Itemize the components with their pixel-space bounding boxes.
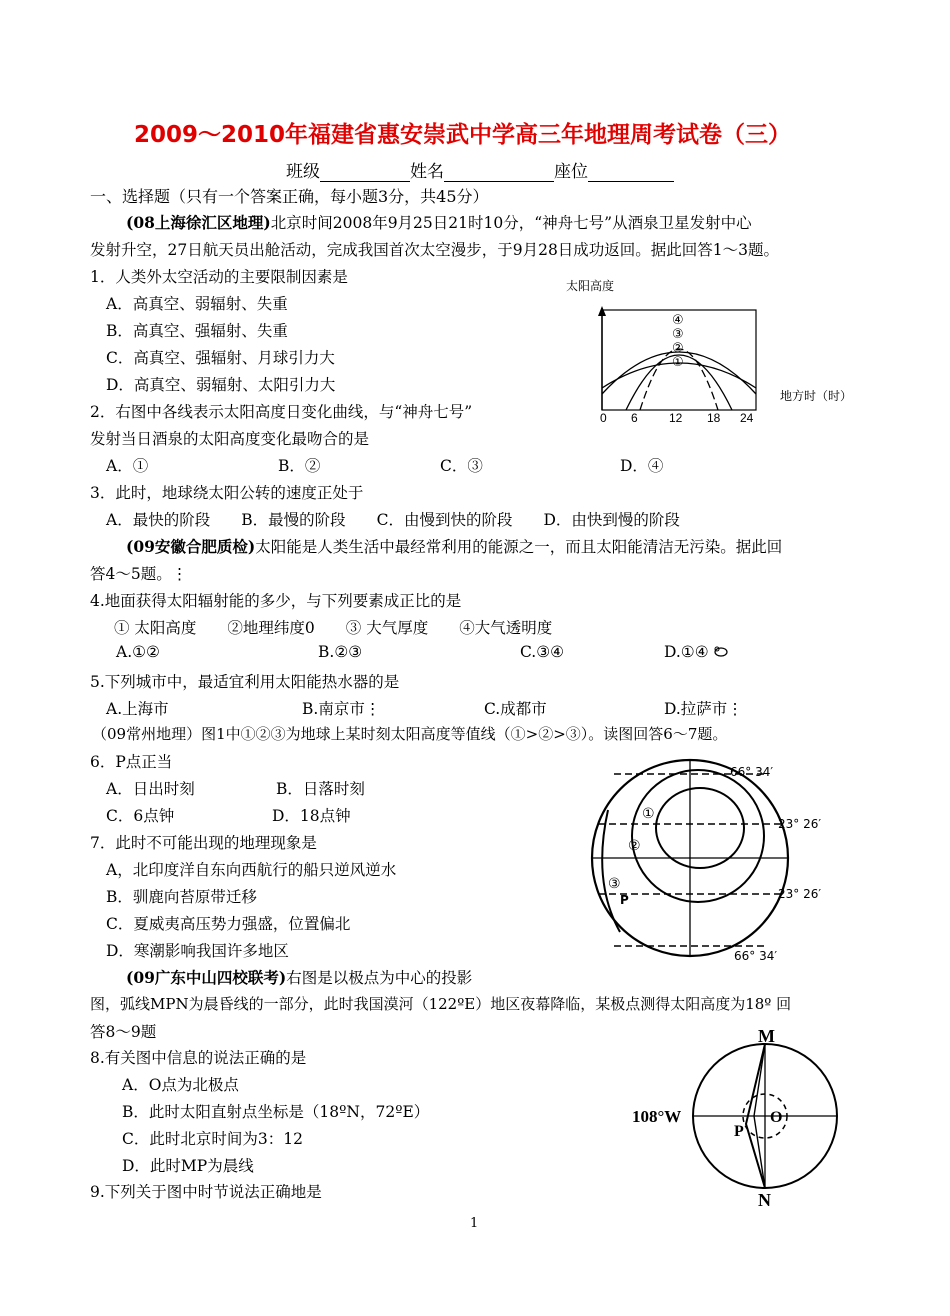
question-4-option-c: C.③④ (520, 643, 565, 661)
question-7-option-c: C．夏威夷高压势力强盛，位置偏北 (106, 915, 351, 933)
intro-text: 北京时间2008年9月25日21时10分，“神舟七号”从酒泉卫星发射中心 (270, 214, 752, 232)
intro-3: （09常州地理）图1中①②③为地球上某时刻太阳高度等值线（①>②>③）。读图回答6～7题。 (92, 725, 728, 743)
question-7-option-d: D．寒潮影响我国许多地区 (106, 942, 289, 960)
intro-1-line-2: 发射升空，27日航天员出舱活动，完成我国首次太空漫步，于9月28日成功返回。据此回答1～3题。 (90, 241, 780, 259)
class-blank (320, 163, 410, 182)
question-4-option-d (664, 643, 730, 661)
lat-label-s: 23° 26′ (778, 887, 822, 901)
lat-label-bottom: 66° 34′ (734, 949, 778, 963)
question-8-option-a: A．O点为北极点 (122, 1076, 239, 1094)
student-info-line (286, 157, 674, 182)
question-6-option-b: B．日落时刻 (276, 780, 365, 798)
label-p: P (734, 1123, 744, 1140)
question-2-option-b: B．② (278, 457, 321, 475)
contour-label-1: ① (642, 806, 655, 822)
page-number: 1 (470, 1216, 479, 1231)
question-8-option-c: C．此时北京时间为3：12 (122, 1130, 303, 1148)
question-2-option-d: D．④ (620, 457, 664, 475)
question-2-option-a: A．① (106, 457, 149, 475)
contour-label-3: ③ (608, 876, 621, 892)
curve-label-2: ② (672, 341, 684, 356)
question-5-option-d: D.拉萨市⋮ (664, 700, 743, 718)
label-108w: 108°W (632, 1107, 682, 1126)
tick-24: 24 (740, 411, 754, 425)
source-label: (09安徽合肥质检) (126, 537, 256, 556)
curve-label-1: ① (672, 355, 684, 370)
polar-projection-figure (630, 1024, 840, 1210)
question-3-stem: 3．此时，地球绕太阳公转的速度正处于 (90, 484, 364, 502)
lat-label-n: 23° 26′ (778, 817, 822, 831)
question-5-option-a: A.上海市 (106, 700, 169, 718)
question-6-option-c: C．6点钟 (106, 807, 175, 825)
intro-text: 右图是以极点为中心的投影 (286, 969, 473, 987)
question-5-option-b: B.南京市⋮ (302, 700, 381, 718)
page-title: 2009～2010年福建省惠安崇武中学高三年地理周考试卷（三） (134, 122, 792, 148)
question-8-option-d: D．此时MP为晨线 (122, 1157, 254, 1175)
x-axis-label: 地方时（时） (780, 389, 853, 403)
question-1-option-d: D．高真空、弱辐射、太阳引力大 (106, 376, 336, 394)
question-2-line-1: 2．右图中各线表示太阳高度日变化曲线，与“神舟七号” (90, 403, 473, 421)
question-6-stem: 6．P点正当 (90, 753, 173, 771)
mouse-glyph-icon (712, 645, 730, 657)
question-2-option-c: C．③ (440, 457, 483, 475)
solar-altitude-figure (560, 270, 880, 430)
label-o: O (770, 1109, 783, 1126)
contour-label-2: ② (628, 838, 641, 854)
question-7-option-b: B．驯鹿向苔原带迁移 (106, 888, 257, 906)
globe-contour-figure (580, 752, 850, 968)
question-5-stem: 5.下列城市中，最适宜利用太阳能热水器的是 (90, 673, 400, 691)
question-2-line-2: 发射当日酒泉的太阳高度变化最吻合的是 (90, 430, 370, 448)
question-4-stem: 4.地面获得太阳辐射能的多少，与下列要素成正比的是 (90, 592, 462, 610)
seat-blank (588, 163, 674, 182)
intro-2-line-1 (126, 535, 782, 557)
tick-6: 6 (631, 411, 638, 425)
question-5-option-c: C.成都市 (484, 700, 547, 718)
section-heading: 一、选择题（只有一个答案正确，每小题3分，共45分） (90, 187, 489, 206)
option-text: D.①④ (664, 643, 709, 661)
question-4-option-b: B.②③ (318, 643, 363, 661)
question-4-items: ① 太阳高度 ②地理纬度0 ③ 大气厚度 ④大气透明度 (114, 619, 553, 637)
tick-12: 12 (669, 411, 683, 425)
question-7-stem: 7．此时不可能出现的地理现象是 (90, 834, 317, 852)
point-p-label: P (620, 893, 629, 907)
question-1-stem: 1．人类外太空活动的主要限制因素是 (90, 268, 348, 286)
question-3-options: A．最快的阶段 B．最慢的阶段 C．由慢到快的阶段 D．由快到慢的阶段 (106, 511, 680, 529)
question-1-option-a: A．高真空、弱辐射、失重 (106, 295, 288, 313)
name-label: 姓名 (410, 162, 444, 182)
label-m: M (758, 1026, 775, 1046)
question-7-option-a: A，北印度洋自东向西航行的船只逆风逆水 (106, 861, 397, 879)
question-8-option-b: B．此时太阳直射点坐标是（18ºN，72ºE） (122, 1103, 430, 1121)
intro-4-line-3: 答8～9题 (90, 1023, 157, 1041)
source-label: (08上海徐汇区地理) (126, 213, 271, 232)
question-8-stem: 8.有关图中信息的说法正确的是 (90, 1049, 307, 1067)
intro-1-line-1 (126, 211, 752, 233)
question-6-option-a: A．日出时刻 (106, 780, 195, 798)
tick-0: 0 (600, 411, 607, 425)
intro-2-line-2: 答4～5题。⋮ (90, 565, 188, 583)
seat-label: 座位 (554, 162, 588, 182)
question-9-stem: 9.下列关于图中时节说法正确地是 (90, 1183, 322, 1201)
class-label: 班级 (286, 162, 320, 182)
curve-label-3: ③ (672, 327, 684, 342)
question-1-option-c: C．高真空、强辐射、月球引力大 (106, 349, 335, 367)
intro-text: 太阳能是人类生活中最经常利用的能源之一，而且太阳能清洁无污染。据此回 (255, 538, 783, 556)
question-4-option-a: A.①② (116, 643, 160, 661)
contour-3 (602, 810, 620, 932)
intro-4-line-1 (126, 966, 472, 988)
lat-label-top: 66° 34′ (730, 765, 774, 779)
question-1-option-b: B．高真空、强辐射、失重 (106, 322, 288, 340)
y-axis-label: 太阳高度 (566, 279, 615, 293)
question-6-option-d: D．18点钟 (272, 807, 351, 825)
source-label: (09广东中山四校联考) (126, 968, 287, 987)
label-n: N (758, 1190, 771, 1210)
curve-label-4: ④ (672, 313, 684, 328)
intro-4-line-2: 图，弧线MPN为晨昏线的一部分，此时我国漠河（122ºE）地区夜幕降临，某极点测得太阳高度为18º 回 (90, 995, 792, 1013)
name-blank (444, 163, 554, 182)
tick-18: 18 (707, 411, 721, 425)
contour-1 (656, 788, 744, 868)
